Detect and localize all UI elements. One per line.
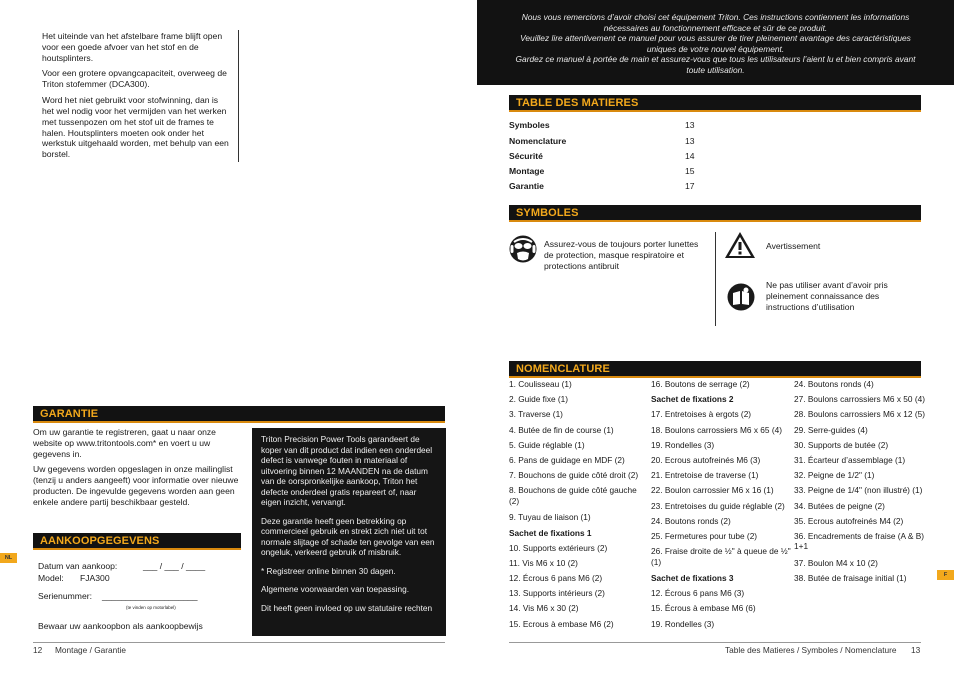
list-subheading: Sachet de fixations 3 bbox=[651, 573, 734, 584]
list-item: 23. Entretoises du guide réglable (2) bbox=[651, 500, 785, 511]
section-title: NOMENCLATURE bbox=[516, 363, 610, 375]
nomenclature-header bbox=[509, 361, 921, 378]
list-item: 8. Bouchons de guide côté gauche (2) bbox=[509, 485, 637, 506]
paragraph: Word het niet gebruikt voor stofwinning, dan is het wel nodig voor het vermijden van het werken met tussenpozen om het stof uit de frames te halen. Houtsplinters moeten ook onder het werkstuk uitgehaald worden, met behulp van een borstel. bbox=[42, 95, 229, 160]
list-item: 9. Tuyau de liaison (1) bbox=[509, 512, 591, 523]
garantie-header bbox=[33, 406, 445, 423]
toc-header bbox=[509, 95, 921, 112]
model-label: Model: bbox=[38, 573, 64, 583]
list-item: 19. Rondelles (3) bbox=[651, 439, 715, 450]
list-subheading: Sachet de fixations 2 bbox=[651, 394, 734, 405]
list-item: 6. Pans de guidage en MDF (2) bbox=[509, 454, 625, 465]
paragraph: Om uw garantie te registreren, gaat u naar onze website op www.tritontools.com* en voert u uw gegevens in. bbox=[33, 427, 216, 459]
list-item: 36. Encadrements de fraise (A & B) 1+1 bbox=[794, 530, 925, 552]
list-item: 12. Écrous 6 pans M6 (2) bbox=[509, 573, 603, 584]
list-subheading: Sachet de fixations 1 bbox=[509, 527, 592, 538]
intro-paragraphs bbox=[42, 31, 232, 165]
list-item: 10. Supports extérieurs (2) bbox=[509, 542, 608, 553]
list-item: 15. Ecrous à embase M6 (2) bbox=[509, 618, 614, 629]
list-item: 12. Écrous 6 pans M6 (3) bbox=[651, 588, 745, 599]
list-item: 37. Boulon M4 x 10 (2) bbox=[794, 557, 878, 568]
list-item: 11. Vis M6 x 10 (2) bbox=[509, 557, 578, 568]
list-item: 20. Ecrous autofreinés M6 (3) bbox=[651, 454, 761, 465]
intro-line: Veuillez lire attentivement ce manuel pour vous assurer de tirer pleinement avantage des caractéristiques bbox=[520, 33, 911, 43]
list-item: 2. Guide fixe (1) bbox=[509, 394, 569, 405]
column-divider bbox=[238, 30, 239, 162]
serial-value: ____________________ bbox=[102, 591, 198, 601]
nomenclature-col-1 bbox=[509, 379, 649, 634]
paragraph: Uw gegevens worden opgeslagen in onze mailinglist (tenzij u anders aangeeft) voor informatie over nieuwe producten. De ingevulde gegevens worden aan geen enkele andere partij beschikbaar gesteld. bbox=[33, 464, 239, 507]
list-item: 28. Boulons carrossiers M6 x 12 (5) bbox=[794, 409, 925, 420]
guarantee-box bbox=[252, 428, 446, 636]
list-item: 26. Fraise droite de ½" à queue de ½" (1) bbox=[651, 546, 791, 567]
symbols-divider bbox=[715, 232, 716, 326]
list-item: 34. Butées de peigne (2) bbox=[794, 500, 885, 511]
footer-rule bbox=[33, 642, 445, 643]
list-item: 29. Serre-guides (4) bbox=[794, 424, 868, 435]
purchase-date-label: Datum van aankoop: bbox=[38, 561, 118, 571]
list-item: 38. Butée de fraisage initial (1) bbox=[794, 573, 907, 584]
paragraph: Dit heeft geen invloed op uw statutaire rechten bbox=[261, 602, 433, 613]
receipt-note: Bewaar uw aankoopbon als aankoopbewijs bbox=[38, 621, 203, 631]
manual-text: Ne pas utiliser avant d’avoir pris pleinement connaissance des instructions d’utilisation bbox=[766, 280, 888, 312]
intro-line: toute utilisation. bbox=[686, 64, 745, 75]
list-item: 16. Boutons de serrage (2) bbox=[651, 379, 750, 389]
toc-page: 13 bbox=[685, 120, 695, 130]
list-item: 24. Boutons ronds (4) bbox=[794, 379, 874, 389]
paragraph: Algemene voorwaarden van toepassing. bbox=[261, 584, 410, 595]
list-item: 15. Écrous à embase M6 (6) bbox=[651, 603, 756, 614]
toc-item[interactable]: Nomenclature bbox=[509, 136, 567, 146]
toc-item[interactable]: Garantie bbox=[509, 181, 544, 191]
section-title: TABLE DES MATIERES bbox=[516, 97, 639, 109]
list-item: 30. Supports de butée (2) bbox=[794, 439, 889, 450]
intro-line: nécessaires au fonctionnement efficace et sûr de ce produit. bbox=[603, 22, 828, 33]
section-title: GARANTIE bbox=[40, 408, 99, 420]
garantie-text bbox=[33, 427, 243, 513]
toc-item[interactable]: Montage bbox=[509, 166, 545, 176]
list-item: 35. Ecrous autofreinés M4 (2) bbox=[794, 515, 904, 526]
paragraph: Deze garantie heeft geen betrekking op commercieel gebruik en strekt zich niet uit tot normale slijtage of schade ten gevolge van een ongeluk, verkeerd gebruik of misbruik. bbox=[261, 515, 435, 558]
toc-item[interactable]: Sécurité bbox=[509, 151, 543, 161]
intro-line: Gardez ce manuel à portée de main et assurez-vous que tous les utilisateurs l’aient lu et bien compris avant bbox=[515, 54, 916, 64]
toc-page: 13 bbox=[685, 136, 695, 146]
read-manual-icon bbox=[727, 283, 755, 311]
list-item: 21. Entretoise de traverse (1) bbox=[651, 470, 759, 481]
paragraph: Triton Precision Power Tools garandeert de koper van dit product dat indien een onderdeel defect is vanwege fouten in materiaal of uitvoering binnen 12 MAANDEN na de datum van de oorspronkelijke aankoop, Triton het defecte onderdeel gratis repareert of, naar eigen inzicht, vervangt. bbox=[261, 434, 433, 508]
list-item: 32. Peigne de 1/2" (1) bbox=[794, 470, 875, 481]
paragraph: Het uiteinde van het afstelbare frame blijft open voor een goede afvoer van het stof en de houtsplinters. bbox=[42, 31, 223, 63]
toc-item[interactable]: Symboles bbox=[509, 120, 550, 130]
page-number: 13 bbox=[911, 645, 921, 655]
aankoopgegevens-header bbox=[33, 533, 241, 550]
page-number: 12 bbox=[33, 645, 43, 655]
nomenclature-col-2 bbox=[651, 379, 791, 634]
list-item: 1. Coulisseau (1) bbox=[509, 379, 572, 389]
list-item: 5. Guide réglable (1) bbox=[509, 439, 585, 450]
list-item: 14. Vis M6 x 30 (2) bbox=[509, 603, 579, 614]
list-item: 24. Boutons ronds (2) bbox=[651, 515, 731, 526]
language-tab-nl: NL bbox=[0, 553, 17, 563]
footer-title: Table des Matieres / Symboles / Nomenclature bbox=[725, 645, 897, 655]
list-item: 18. Boulons carrossiers M6 x 65 (4) bbox=[651, 424, 782, 435]
list-item: 3. Traverse (1) bbox=[509, 409, 563, 420]
list-item: 19. Rondelles (3) bbox=[651, 618, 715, 629]
list-item: 33. Peigne de 1/4" (non illustré) (1) bbox=[794, 485, 923, 496]
list-item: 22. Boulon carrossier M6 x 16 (1) bbox=[651, 485, 774, 496]
list-item: 31. Écarteur d’assemblage (1) bbox=[794, 454, 906, 465]
protection-text: Assurez-vous de toujours porter lunettes de protection, masque respiratoire et protections antibruit bbox=[544, 239, 699, 271]
footer-title: Montage / Garantie bbox=[55, 645, 127, 655]
intro-banner bbox=[477, 0, 954, 85]
language-tab-f: F bbox=[937, 570, 954, 580]
protection-icon bbox=[509, 233, 537, 265]
paragraph: * Registreer online binnen 30 dagen. bbox=[261, 565, 396, 576]
warning-text: Avertissement bbox=[766, 241, 821, 251]
serial-label: Serienummer: bbox=[38, 591, 92, 601]
purchase-date-value: ___ / ___ / ____ bbox=[143, 561, 206, 571]
list-item: 13. Supports intérieurs (2) bbox=[509, 588, 605, 599]
toc-page: 14 bbox=[685, 151, 695, 161]
nomenclature-col-3 bbox=[794, 379, 932, 588]
list-item: 7. Bouchons de guide côté droit (2) bbox=[509, 470, 639, 481]
warning-triangle-icon bbox=[724, 231, 756, 259]
paragraph: Voor een grotere opvangcapaciteit, overweeg de Triton stofemmer (DCA300). bbox=[42, 68, 227, 90]
symboles-header bbox=[509, 205, 921, 222]
intro-line: Nous vous remercions d’avoir choisi cet équipement Triton. Ces instructions contiennent les informations bbox=[521, 12, 910, 22]
list-item: 25. Fermetures pour tube (2) bbox=[651, 530, 758, 541]
serial-note: (te vinden op motorlabel) bbox=[126, 605, 176, 610]
list-item: 27. Boulons carrossiers M6 x 50 (4) bbox=[794, 394, 925, 405]
section-title: AANKOOPGEGEVENS bbox=[40, 535, 160, 547]
model-value: FJA300 bbox=[80, 573, 110, 583]
toc-page: 15 bbox=[685, 166, 695, 176]
section-title: SYMBOLES bbox=[516, 207, 579, 219]
toc-page: 17 bbox=[685, 181, 695, 191]
intro-line: uniques de votre nouvel équipement. bbox=[646, 43, 785, 54]
list-item: 4. Butée de fin de course (1) bbox=[509, 424, 614, 435]
list-item: 17. Entretoises à ergots (2) bbox=[651, 409, 752, 420]
footer-rule bbox=[509, 642, 921, 643]
